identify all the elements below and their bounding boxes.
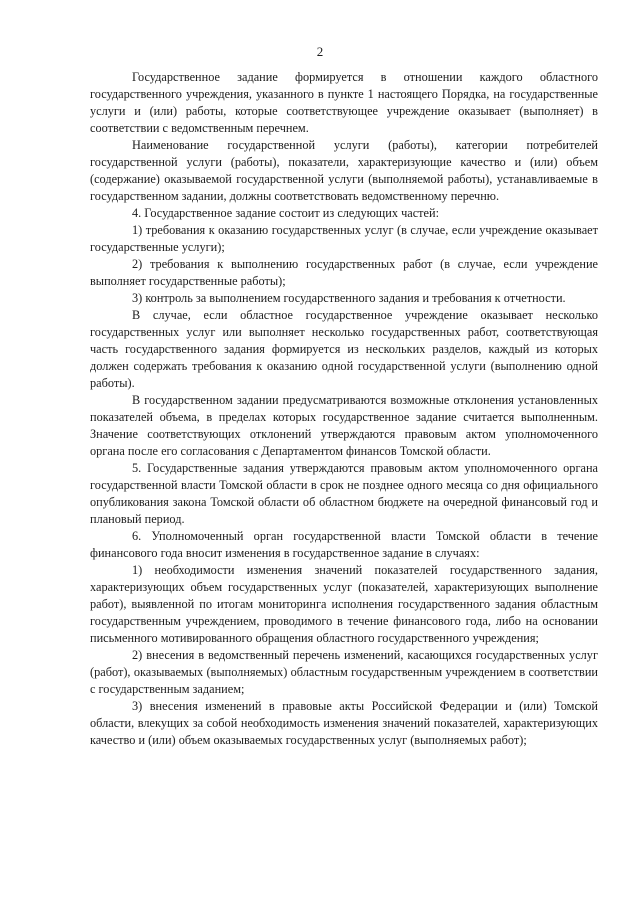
clause-6-item-3: 3) внесения изменений в правовые акты Российской Федерации и (или) Томской области, влекущих за собой необходимость изменения значений показателей, характеризующих качество и (или) объем оказываемых государственных услуг (выполняемых работ); — [90, 699, 598, 747]
paragraph-allowed-deviations: В государственном задании предусматриваются возможные отклонения установленных показателей объема, в пределах которых государственное задание считается выполненным. Значение соответствующих отклонений утверждаются правовым актом уполномоченного органа после его согласования с Департаментом финансов Томской области. — [90, 393, 598, 458]
clause-4-item-1: 1) требования к оказанию государственных услуг (в случае, если учреждение оказывает государственные услуги); — [90, 223, 598, 254]
clause-6-item-1: 1) необходимости изменения значений показателей государственного задания, характеризующих объем государственных услуг (показателей, характеризующих выполнение работ), выявленной по итогам мониторинга исполнения государственного задания областным государственным учреждением, проводимого в течение финансового года, либо на основании письменного мотивированного обращения областного государственного учреждения; — [90, 563, 598, 645]
paragraph-assignment-formation: Государственное задание формируется в отношении каждого областного государственного учреждения, указанного в пункте 1 настоящего Порядка, на государственные услуги и (или) работы, которые соответствующее учреждение оказывает (выполняет) в соответствии с ведомственным перечнем. — [90, 70, 598, 135]
clause-6-heading: 6. Уполномоченный орган государственной власти Томской области в течение финансового года вносит изменения в государственное задание в случаях: — [90, 529, 598, 560]
document-body — [90, 69, 598, 749]
clause-4-item-3: 3) контроль за выполнением государственного задания и требования к отчетности. — [132, 291, 566, 305]
paragraph-multiple-services: В случае, если областное государственное учреждение оказывает несколько государственных услуг или выполняет несколько государственных работ, соответствующая часть государственного задания формируется из нескольких разделов, каждый из которых должен содержать требования к оказанию одной государственной услуги (выполнению одной работы). — [90, 308, 598, 390]
clause-4-item-2: 2) требования к выполнению государственных работ (в случае, если учреждение выполняет государственные работы); — [90, 257, 598, 288]
paragraph-service-naming: Наименование государственной услуги (работы), категории потребителей государственной услуги (работы), показатели, характеризующие качество и (или) объем (содержание) оказываемой государственной услуги (выполняемой работы), устанавливаемые в государственном задании, должны соответствовать ведомственному перечню. — [90, 138, 598, 203]
page-number: 2 — [316, 44, 324, 59]
clause-6-item-2: 2) внесения в ведомственный перечень изменений, касающихся государственных услуг (работ), оказываемых (выполняемых) областным государственным учреждением в соответствии с государственным заданием; — [90, 648, 598, 696]
clause-5: 5. Государственные задания утверждаются правовым актом уполномоченного органа государственной власти Томской области в срок не позднее одного месяца со дня официального опубликования закона Томской области об областном бюджете на очередной финансовый год и плановый период. — [90, 461, 598, 526]
clause-4-heading: 4. Государственное задание состоит из следующих частей: — [132, 206, 440, 220]
